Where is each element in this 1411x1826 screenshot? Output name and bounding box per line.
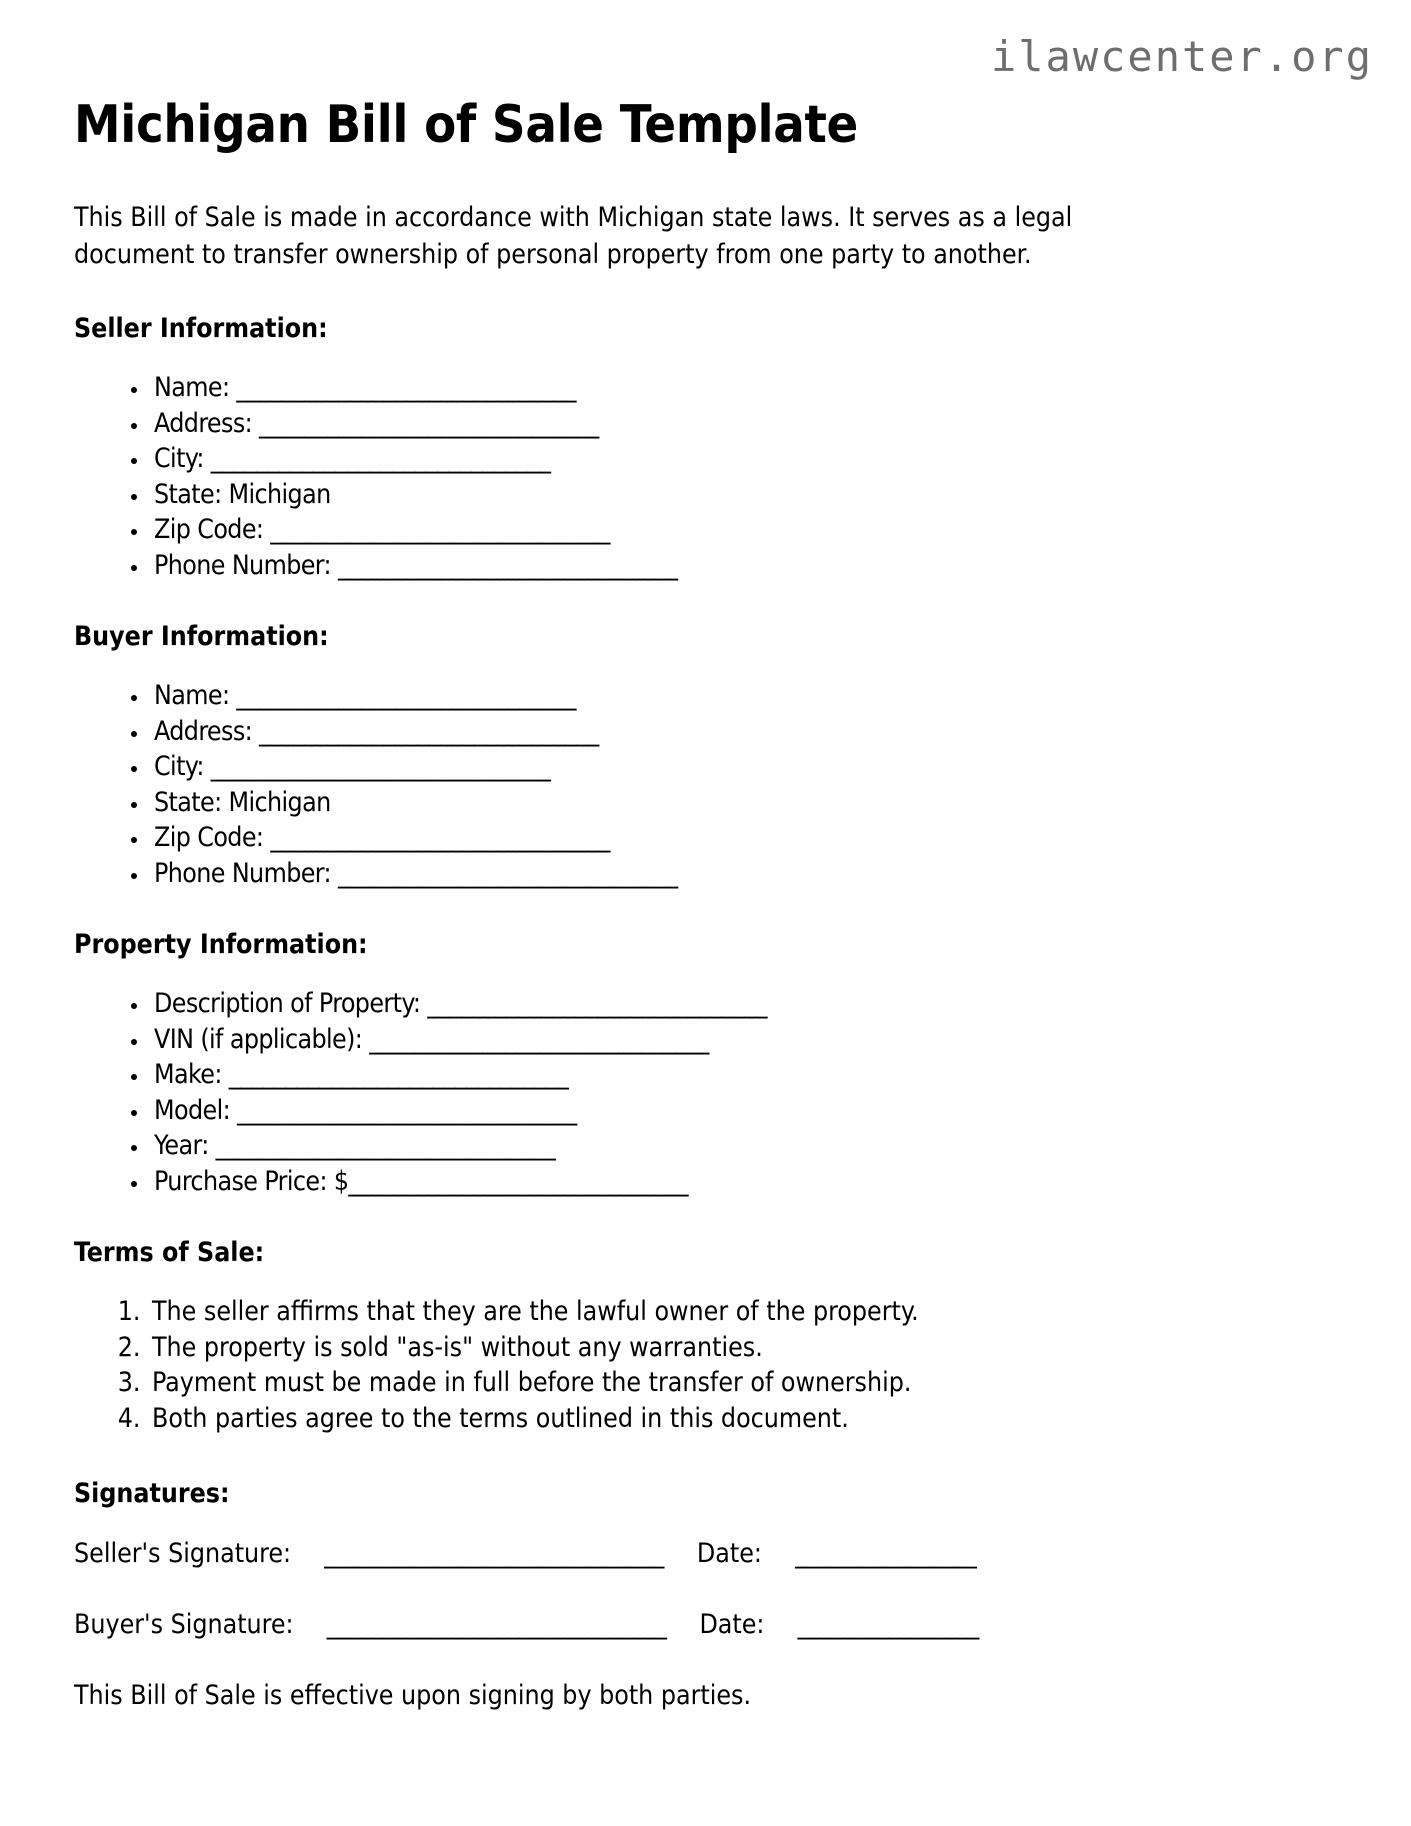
seller-city-field: City: ______________________________ [154,443,551,475]
buyer-address-field: Address: ______________________________ [154,715,599,747]
list-item: 4. Both parties agree to the terms outlined in this document. [148,1401,1304,1437]
property-year-field: Year: ______________________________ [154,1130,556,1162]
property-price-field: Purchase Price: $______________________________ [154,1165,688,1197]
closing-statement: This Bill of Sale is effective upon signing by both parties. [74,1680,752,1712]
list-item [150,370,1304,406]
buyer-state-field: State: Michigan [154,786,331,818]
intro-paragraph: This Bill of Sale is made in accordance with Michigan state laws. It serves as a legal document to transfer ownership of personal property from one party to another. [74,202,1073,270]
list-item [150,785,1304,821]
buyer-information-list [74,678,1304,891]
seller-signature-row [74,1537,1304,1571]
document-content [74,96,1304,1714]
signatures-heading: Signatures: [74,1478,230,1510]
seller-state-field: State: Michigan [154,478,331,510]
list-item [150,986,1304,1022]
list-item [150,678,1304,714]
property-information-heading: Property Information: [74,929,368,961]
list-item [150,1057,1304,1093]
terms-of-sale-heading: Terms of Sale: [74,1237,265,1269]
list-item: 3. Payment must be made in full before the transfer of ownership. [148,1365,1304,1401]
seller-information-heading: Seller Information: [74,313,328,345]
list-item [150,856,1304,892]
list-item [150,1128,1304,1164]
list-item [150,441,1304,477]
seller-name-field: Name: ______________________________ [154,372,576,404]
list-item [150,714,1304,750]
buyer-name-field: Name: ______________________________ [154,680,576,712]
buyer-signature-blank: ______________________________ [326,1608,667,1640]
property-description-field: Description of Property: ______________________________ [154,988,767,1020]
seller-signature-label: Seller's Signature: [74,1538,292,1570]
property-model-field: Model: ______________________________ [154,1094,577,1126]
property-make-field: Make: ______________________________ [154,1059,569,1091]
buyer-signature-row [74,1608,1304,1642]
buyer-zip-field: Zip Code: ______________________________ [154,822,610,854]
terms-of-sale-list [74,1294,1304,1436]
seller-date-label: Date: [696,1538,762,1570]
page-title: Michigan Bill of Sale Template [74,95,859,155]
site-watermark: ilawcenter.org [990,32,1373,81]
list-item [150,477,1304,513]
buyer-date-blank: ________________ [797,1608,979,1640]
list-item: 2. The property is sold "as-is" without any warranties. [148,1330,1304,1366]
list-item [150,1022,1304,1058]
signature-block [74,1537,1304,1642]
list-item [150,749,1304,785]
buyer-signature-label: Buyer's Signature: [74,1608,294,1640]
buyer-date-label: Date: [699,1608,765,1640]
property-vin-field: VIN (if applicable): ______________________________ [154,1023,709,1055]
seller-date-blank: ________________ [795,1538,977,1570]
seller-zip-field: Zip Code: ______________________________ [154,514,610,546]
seller-address-field: Address: ______________________________ [154,407,599,439]
seller-signature-blank: ______________________________ [324,1538,664,1570]
list-item [150,512,1304,548]
buyer-city-field: City: ______________________________ [154,751,551,783]
property-information-list [74,986,1304,1199]
list-item [150,1164,1304,1200]
list-item [150,1093,1304,1129]
list-item [150,820,1304,856]
seller-phone-field: Phone Number: ______________________________ [154,549,678,581]
seller-information-list [74,370,1304,583]
list-item: 1. The seller affirms that they are the lawful owner of the property. [148,1294,1304,1330]
list-item [150,406,1304,442]
buyer-phone-field: Phone Number: ______________________________ [154,857,678,889]
buyer-information-heading: Buyer Information: [74,621,329,653]
list-item [150,548,1304,584]
